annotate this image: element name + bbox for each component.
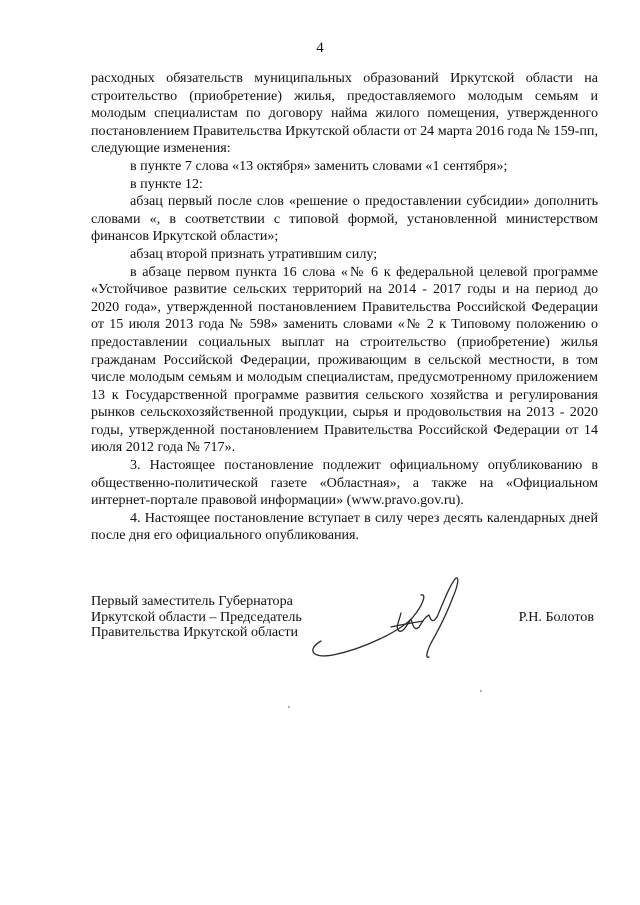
paragraph-second-abzac: абзац второй признать утратившим силу; <box>130 245 378 262</box>
signer-title-line: Иркутской области – Председатель <box>91 608 302 625</box>
paragraph-item-12: в пункте 12: <box>130 175 203 192</box>
signer-title-line: Первый заместитель Губернатора <box>91 593 293 609</box>
scan-speck <box>480 690 482 692</box>
document-body <box>91 70 598 545</box>
paragraph-item-7: в пункте 7 слова «13 октября» заменить словами «1 сентября»; <box>130 157 508 174</box>
paragraph-clause-4: 4. Настоящее постановление вступает в силу через десять календарных дней после дня его официального опубликования. <box>91 509 598 544</box>
signer-title-line: Правительства Иркутской области <box>91 624 299 641</box>
paragraph-first-abzac: абзац первый после слов «решение о предоставлении субсидии» дополнить словами «, в соответствии с типовой формой, установленной министерством финансов Иркутской области»; <box>91 193 598 245</box>
paragraph-clause-3: 3. Настоящее постановление подлежит официальному опубликованию в общественно-политической газете «Областная», а также на «Официальном интернет-портале правовой информации» (www.pravo.gov.ru). <box>91 457 598 509</box>
page-number: 4 <box>316 40 324 56</box>
scan-speck <box>288 706 290 708</box>
signer-name: Р.Н. Болотов <box>518 609 594 625</box>
paragraph-continuation: расходных обязательств муниципальных образований Иркутской области на строительство (приобретение) жилья, предоставляемого молодым семьям и молодым специалистам по договору найма жилого помещения, утвержденного постановлением Правительства Иркутской области от 24 марта 2016 года № 159-пп, следующие изменения: <box>91 70 598 157</box>
paragraph-item-16: в абзаце первом пункта 16 слова «№ 6 к федеральной целевой программе «Устойчивое развитие сельских территорий на 2014 - 2017 годы и на период до 2020 года», утвержденной постановлением Правительства Российской Федерации от 15 июля 2013 года № 598» заменить словами «№ 2 к Типовому положению о предоставлении социальных выплат на строительство (приобретение) жилья гражданам Российской Федерации, проживающим в сельской местности, в том числе молодым семьям и молодым специалистам, предусмотренному приложением 13 к Государственной программе развития сельского хозяйства и регулирования рынков сельскохозяйственной продукции, сырья и продовольствия на 2013 - 2020 годы, утвержденной постановлением Правительства Российской Федерации от 14 июля 2012 года № 717». <box>91 263 598 456</box>
signature-block <box>91 594 598 641</box>
